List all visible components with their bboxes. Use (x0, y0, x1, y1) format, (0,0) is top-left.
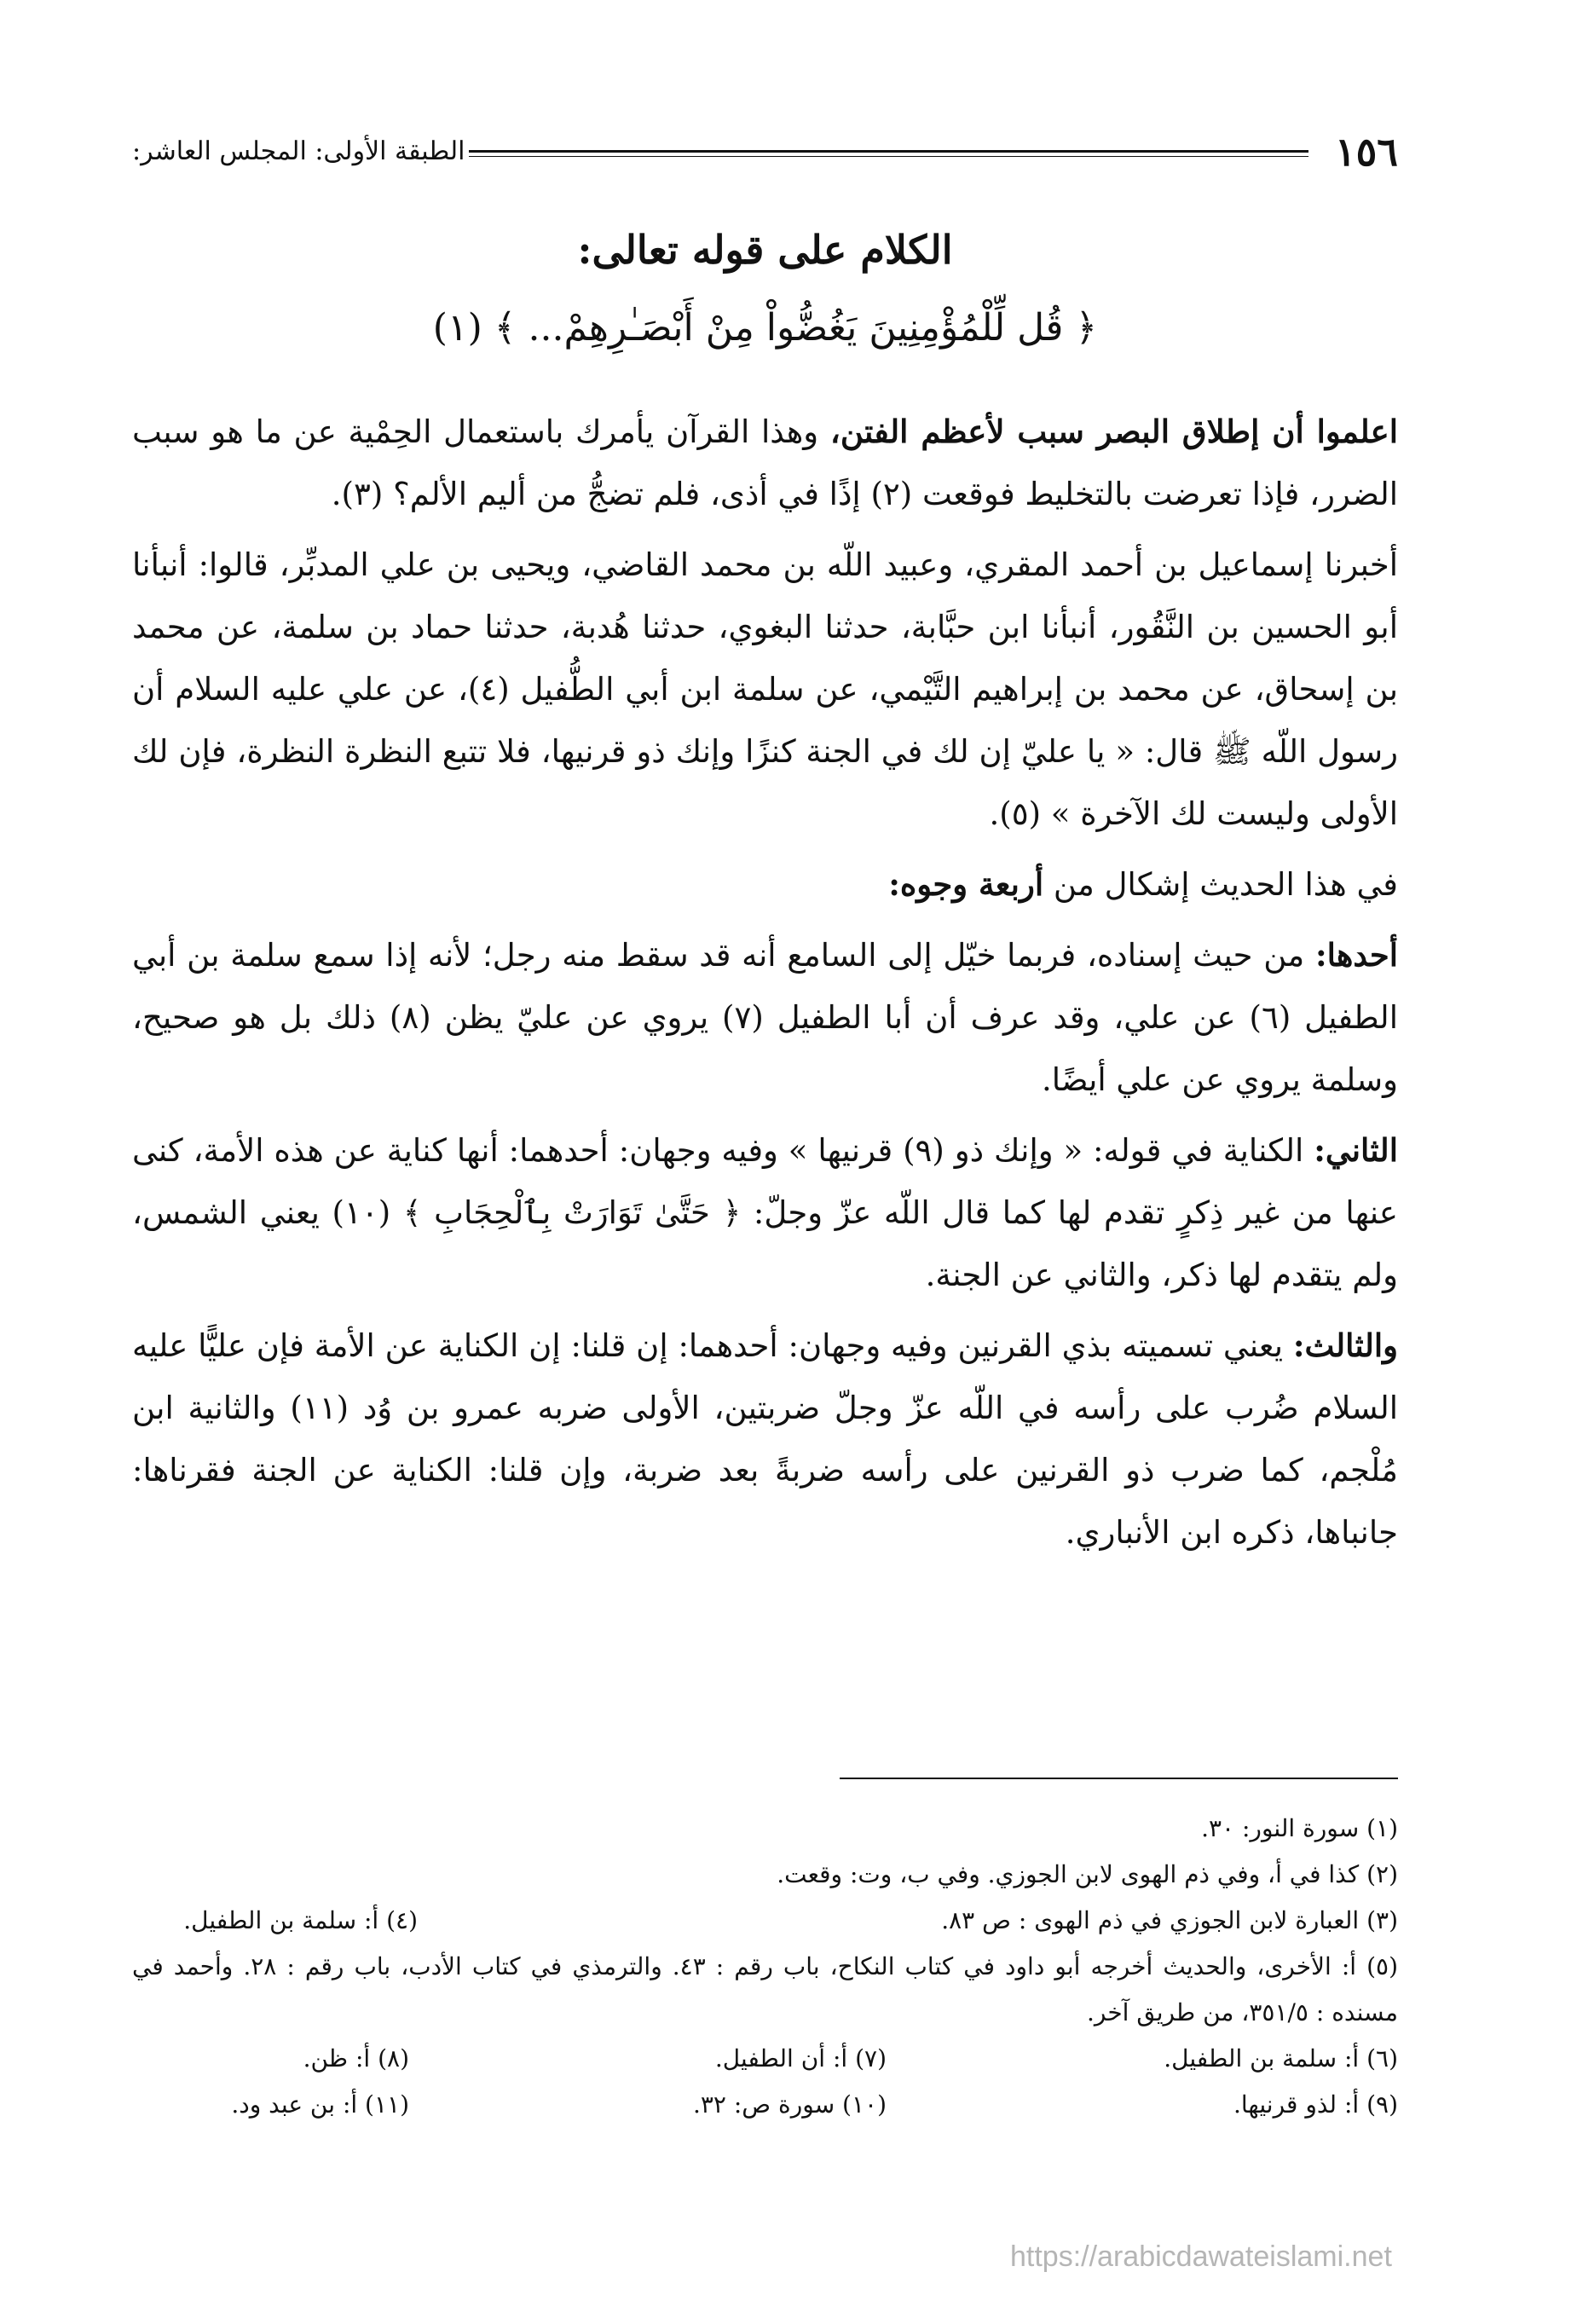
paragraph-lead: أربعة وجوه: (888, 865, 1044, 903)
header-rule (469, 150, 1308, 157)
footnote-10: (١٠) سورة ص: ٣٢. (692, 2090, 887, 2119)
body-text (132, 401, 1398, 1572)
footnote-line (132, 2082, 1398, 2128)
paragraph-lead: اعلموا أن إطلاق البصر سبب لأعظم الفتن، (829, 413, 1399, 450)
footnote-separator (840, 1778, 1398, 1779)
footnote-line (132, 2036, 1398, 2082)
footnote-9: (٩) أ: لذو قرنيها. (1233, 2090, 1398, 2119)
paragraph-text: وهذا القرآن يأمرك باستعمال الحِمْية عن ما هو سبب الضرر، فإذا تعرضت بالتخليط فوقعت (٢) إذًا في أذى، فلم تضجُّ من أليم الألم؟ (٣). (132, 413, 1398, 512)
footnotes (132, 1806, 1398, 2128)
footnote-2: (٢) كذا في أ، وفي ذم الهوى لابن الجوزي. وفي ب، وت: وقعت. (777, 1860, 1398, 1888)
footnote-line (132, 1852, 1398, 1898)
footnote-line (132, 1898, 1398, 1944)
paragraph-3 (132, 853, 1398, 916)
quran-verse: ﴿ قُل لِّلْمُؤْمِنِينَ يَغُضُّواْ مِنْ أَبْصَـٰرِهِمْ... ﴾ (١) (432, 306, 1098, 350)
footnote-line (132, 1806, 1398, 1852)
paragraph-text: في هذا الحديث إشكال من (1043, 866, 1398, 903)
page-number: ١٥٦ (1334, 129, 1398, 175)
watermark-url: https://arabicdawateislami.net (1010, 2240, 1392, 2273)
paragraph-1 (132, 401, 1398, 525)
footnote-8: (٨) أ: ظن. (303, 2044, 409, 2073)
paragraph-lead: الثاني: (1314, 1131, 1398, 1169)
footnote-6: (٦) أ: سلمة بن الطفيل. (1164, 2044, 1398, 2073)
section-heading: الكلام على قوله تعالى: (577, 227, 953, 273)
paragraph-4 (132, 924, 1398, 1111)
footnote-1: (١) سورة النور: ٣٠. (1201, 1814, 1398, 1842)
paragraph-text: يعني تسميته بذي القرنين وفيه وجهان: أحدهما: إن قلنا: إن الكناية عن الأمة فإن عليًّا عليه السلام ضُرب على رأسه في اللّه عزّ وجلّ ضربتين، الأولى ضربه عمرو بن وُد (١١) والثانية ابن مُلْجم، كما ضرب ذو القرنين على رأسه ضربةً بعد ضربة، وإن قلنا: الكناية عن الجنة فقرناها: جانباها، ذكره ابن الأنباري. (132, 1327, 1398, 1551)
paragraph-6 (132, 1315, 1398, 1564)
footnote-3: (٣) العبارة لابن الجوزي في ذم الهوى : ص ٨٣. (941, 1906, 1398, 1934)
running-head: الطبقة الأولى: المجلس العاشر: (132, 136, 465, 166)
footnote-4: (٤) أ: سلمة بن الطفيل. (183, 1906, 418, 1934)
paragraph-5 (132, 1119, 1398, 1306)
running-header (132, 128, 1398, 188)
paragraph-lead: والثالث: (1292, 1327, 1398, 1364)
paragraph-text: من حيث إسناده، فربما خيّل إلى السامع أنه قد سقط منه رجل؛ لأنه إذا سمع سلمة بن أبي الطفيل (٦) عن علي، وقد عرف أن أبا الطفيل (٧) يروي عن عليّ يظن (٨) ذلك بل هو صحيح، وسلمة يروي عن علي أيضًا. (132, 937, 1398, 1098)
paragraph-text: الكناية في قوله: « وإنك ذو (٩) قرنيها » وفيه وجهان: أحدهما: أنها كناية عن هذه الأمة، كنى عنها من غير ذِكرٍ تقدم لها كما قال اللّه عزّ وجلّ: ﴿ حَتَّىٰ تَوَارَتْ بِٱلْحِجَابِ ﴾ (١٠) يعني الشمس، ولم يتقدم لها ذكر، والثاني عن الجنة. (132, 1132, 1398, 1293)
paragraph-lead: أحدها: (1314, 936, 1398, 974)
footnote-7: (٧) أ: أن الطفيل. (714, 2044, 887, 2073)
footnote-5: (٥) أ: الأخرى، والحديث أخرجه أبو داود في كتاب النكاح، باب رقم : ٤٣. والترمذي في كتاب الأدب، باب رقم : ٢٨. وأحمد في مسنده : ٣٥١/٥، من طريق آخر. (132, 1952, 1398, 2026)
paragraph-2: أخبرنا إسماعيل بن أحمد المقري، وعبيد اللّه بن محمد القاضي، ويحيى بن علي المدبِّر، قالوا: أنبأنا أبو الحسين بن النَّقُور، أنبأنا ابن حبَّابة، حدثنا البغوي، حدثنا هُدبة، حدثنا حماد بن سلمة، عن محمد بن إسحاق، عن محمد بن إبراهيم التَّيْمي، عن سلمة ابن أبي الطُّفيل (٤)، عن علي عليه السلام أن رسول اللّه ﷺ قال: « يا عليّ إن لك في الجنة كنزًا وإنك ذو قرنيها، فلا تتبع النظرة النظرة، فإن لك الأولى وليست لك الآخرة » (٥). (132, 546, 1398, 832)
footnote-11: (١١) أ: بن عبد ود. (231, 2090, 409, 2119)
